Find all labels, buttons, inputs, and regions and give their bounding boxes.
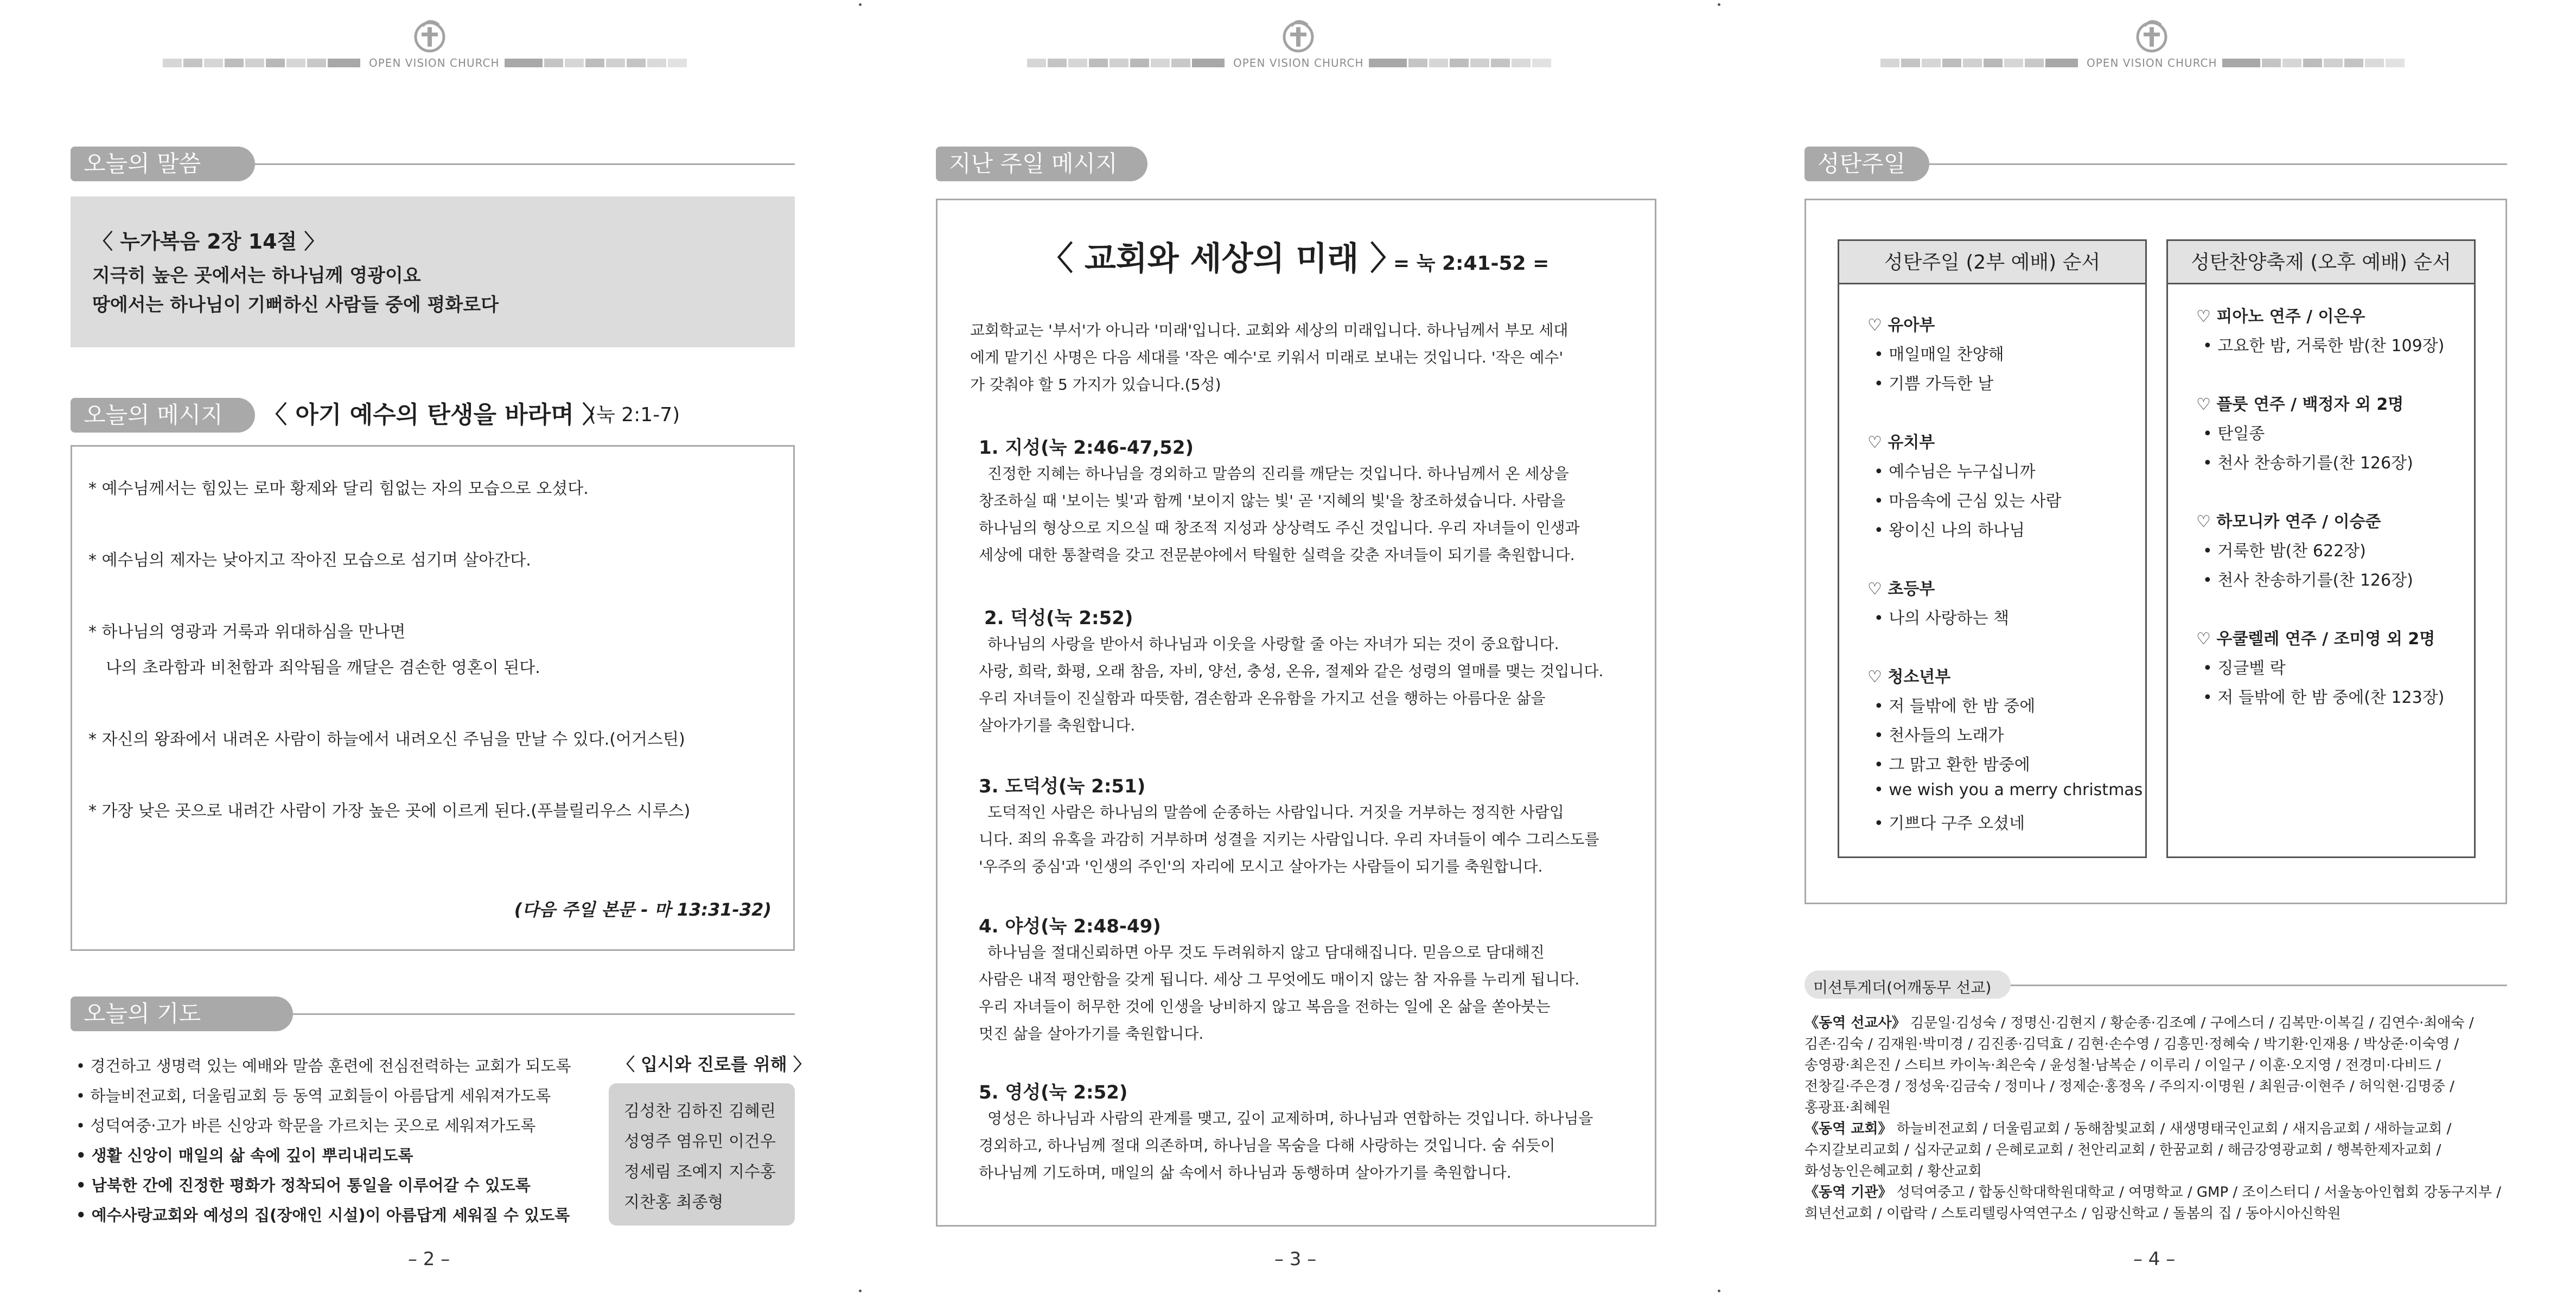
program-item: • 예수님은 누구십니까 — [1874, 462, 2036, 481]
point-line: 하나님을 절대신뢰하면 아무 것도 두려워하지 않고 담대해집니다. 믿음으로 담대해진 — [987, 943, 1545, 961]
word-title: 오늘의 말씀 — [71, 147, 255, 181]
prayer-item: • 생활 신앙이 매일의 삶 속에 깊이 뿌리내리도록 — [76, 1146, 413, 1165]
mission-text: 성덕여중고 / 합동신학대학원대학교 / 여명학교 / GMP / 조이스터디 / 서울농아인협회 강동구지부 / — [1892, 1184, 2501, 1201]
point-line: 멋진 삶을 살아가기를 축원합니다. — [979, 1025, 1204, 1043]
section-title — [71, 996, 795, 1031]
admission-names: 정세림 조예지 지수홍 — [624, 1163, 776, 1182]
point-line: 진정한 지혜는 하나님을 경외하고 말씀의 진리를 깨닫는 것입니다. 하나님께서 온 세상을 — [987, 465, 1569, 483]
program-item: • 마음속에 근심 있는 사람 — [1874, 492, 2062, 511]
afternoon-program-box — [2166, 239, 2476, 858]
prayer-item: • 남북한 간에 진정한 평화가 정착되어 통일을 이루어갈 수 있도록 — [76, 1176, 531, 1195]
point-line: 니다. 죄의 유혹을 과감히 거부하며 성결을 지키는 사람입니다. 우리 자녀들이 예수 그리스도를 — [979, 830, 1599, 848]
church-logo-icon — [2133, 16, 2171, 54]
prayer-item: • 경건하고 생명력 있는 예배와 말씀 훈련에 전심전력하는 교회가 되도록 — [76, 1057, 571, 1075]
mission-line: 김존·김숙 / 김재원·박미경 / 김진종·김덕효 / 김현·손수영 / 김흥민·정혜숙 / 박기환·인재용 / 박상준·이숙영 / — [1805, 1036, 2459, 1052]
word-reference: 〈 누가복음 2장 14절 〉 — [92, 230, 325, 253]
church-name: OPEN VISION CHURCH — [369, 56, 500, 69]
mission-line: 수지갈보리교회 / 십자군교회 / 은혜로교회 / 천안리교회 / 한꿈교회 / 해금강영광교회 / 행복한제자교회 / — [1805, 1142, 2441, 1158]
program-item: • 고요한 밤, 거룩한 밤(찬 109장) — [2203, 337, 2445, 356]
point-heading: 1. 지성(눅 2:46-47,52) — [979, 437, 1194, 459]
page-3 — [859, 0, 1718, 1295]
christmas-program-box — [1805, 199, 2507, 904]
mission-text: 김문일·김성숙 / 정명신·김현지 / 황순종·김조예 / 구에스더 / 김복만·이복길 / 김연수·최애숙 / — [1905, 1015, 2474, 1031]
program-item: • 나의 사랑하는 책 — [1874, 609, 2010, 628]
program-item: • 왕이신 나의 하나님 — [1874, 521, 2025, 540]
point-line: 우리 자녀들이 진실함과 따뜻함, 겸손함과 온유함을 가지고 선을 행하는 아름다운 삶을 — [979, 689, 1546, 707]
mission-title: 미션투게더(어깨동무 선교) — [1813, 979, 1992, 996]
mission-line — [1805, 1118, 2451, 1138]
message-box — [71, 445, 795, 951]
program-group: ♡ 유아부 — [1867, 316, 1935, 335]
intro-line: 교회학교는 '부서'가 아니라 '미래'입니다. 교회와 세상의 미래입니다. 하나님께서 부모 세대 — [970, 321, 1568, 339]
point-line: '우주의 중심'과 '인생의 주인'의 자리에 모시고 살아가는 사람들이 되기를 축원합니다. — [979, 858, 1543, 875]
program-item: • 탄일종 — [2203, 424, 2265, 443]
prayer-item: • 성덕여중·고가 바른 신앙과 학문을 가르치는 곳으로 세워져가도록 — [76, 1116, 536, 1135]
point-line: 경외하고, 하나님께 절대 의존하며, 하나님을 목숨을 다해 사랑하는 것입니다. 숨 쉬듯이 — [979, 1137, 1555, 1154]
message-subject: 〈 아기 예수의 탄생을 바라며 〉 — [263, 401, 607, 429]
program-group: ♡ 청소년부 — [1867, 668, 1951, 687]
program-item: • 그 맑고 환한 밤중에 — [1874, 756, 2030, 775]
admission-names: 김성찬 김하진 김혜린 — [624, 1102, 776, 1121]
point-line: 영성은 하나님과 사람의 관계를 맺고, 깊이 교제하며, 하나님과 연합하는 것입니다. 하나님을 — [987, 1109, 1593, 1127]
point-line: 도덕적인 사람은 하나님의 말씀에 순종하는 사람입니다. 거짓을 거부하는 정직한 사람입 — [987, 803, 1564, 821]
morning-program-header: 성탄주일 (2부 예배) 순서 — [1839, 241, 2145, 284]
program-item: • 저 들밖에 한 밤 중에 — [1874, 697, 2036, 716]
point-line: 세상에 대한 통찰력을 갖고 전문분야에서 탁월한 실력을 갖춘 자녀들이 되기를 축원합니다. — [979, 546, 1575, 564]
program-group: ♡ 플룻 연주 / 백정자 외 2명 — [2196, 395, 2404, 414]
mission-line: 송영광·최은진 / 스티브 카이녹·최은숙 / 윤성철·남복순 / 이루리 / 이일구 / 이훈·오지영 / 전경미·다비드 / — [1805, 1057, 2441, 1074]
section-title — [936, 147, 1147, 181]
church-logo-icon — [411, 16, 449, 54]
section-title-label: 성탄주일 — [1805, 147, 1929, 181]
program-item: • 저 들밖에 한 밤 중에(찬 123장) — [2203, 688, 2445, 707]
page-2 — [0, 0, 859, 1295]
program-group: ♡ 하모니카 연주 / 이승준 — [2196, 512, 2381, 531]
point-line: 창조하실 때 '보이는 빛'과 함께 '보이지 않는 빛' 곧 '지혜의 빛'을 창조하셨습니다. 사람을 — [979, 492, 1566, 510]
program-item: • 기쁨 가득한 날 — [1874, 374, 1994, 393]
point-line: 우리 자녀들이 허무한 것에 인생을 낭비하지 않고 복음을 전하는 일에 온 삶을 쏟아붓는 — [979, 998, 1551, 1015]
point-heading: 3. 도덕성(눅 2:51) — [979, 776, 1146, 797]
message-point: * 가장 낮은 곳으로 내려간 사람이 가장 높은 곳에 이르게 된다.(푸블릴리우스 시루스) — [88, 802, 691, 821]
word-line: 지극히 높은 곳에서는 하나님께 영광이요 — [92, 265, 421, 287]
church-name: OPEN VISION CHURCH — [2087, 56, 2217, 69]
prayer-title: 오늘의 기도 — [71, 996, 293, 1031]
morning-program-box — [1838, 239, 2147, 858]
next-sermon-reference: (다음 주일 본문 - 마 13:31-32) — [514, 899, 771, 920]
section-title — [71, 147, 795, 181]
sermon-title: 〈 교회와 세상의 미래 〉 — [1041, 240, 1403, 278]
program-item: • 징글벨 락 — [2203, 659, 2286, 678]
point-line: 하나님께 기도하며, 매일의 삶 속에서 하나님과 동행하며 살아가기를 축원합니다. — [979, 1164, 1512, 1182]
point-line: 사람은 내적 평안함을 갖게 됩니다. 세상 그 무엇에도 매이지 않는 참 자유를 누리게 됩니다. — [979, 970, 1580, 988]
program-group: ♡ 피아노 연주 / 이은우 — [2196, 307, 2365, 326]
program-group: ♡ 우쿨렐레 연주 / 조미영 외 2명 — [2196, 630, 2435, 649]
mission-label: 《동역 교회》 — [1805, 1121, 1892, 1137]
message-point: * 자신의 왕좌에서 내려온 사람이 하늘에서 내려오신 주님을 만날 수 있다.(어거스틴) — [88, 730, 685, 749]
mission-label: 《동역 선교사》 — [1805, 1015, 1906, 1031]
word-line: 땅에서는 하나님이 기뻐하신 사람들 중에 평화로다 — [92, 294, 499, 316]
program-item: • 매일매일 찬양해 — [1874, 345, 2004, 364]
program-item: • 천사들의 노래가 — [1874, 726, 2004, 745]
prayer-item: • 하늘비전교회, 더울림교회 등 동역 교회들이 아름답게 세워져가도록 — [76, 1087, 551, 1105]
section-title-label: 지난 주일 메시지 — [936, 147, 1147, 181]
sermon-reference: = 눅 2:41-52 = — [1393, 252, 1550, 275]
program-group: ♡ 유치부 — [1867, 433, 1935, 452]
admission-names: 성영주 염유민 이건우 — [624, 1132, 776, 1151]
program-item: • 천사 찬송하기를(찬 126장) — [2203, 454, 2413, 473]
page-4 — [1718, 0, 2576, 1295]
message-point: 나의 초라함과 비천함과 죄악됨을 깨달은 겸손한 영혼이 된다. — [106, 658, 540, 677]
program-item: • 거룩한 밤(찬 622장) — [2203, 542, 2366, 561]
sermon-box — [936, 199, 1656, 1227]
intro-line: 에게 맡기신 사명은 다음 세대를 '작은 예수'로 키워서 미래로 보내는 것입니다. '작은 예수' — [970, 348, 1564, 366]
mission-line: 홍광표·최혜원 — [1805, 1100, 1891, 1116]
section-title — [1805, 147, 2507, 181]
point-line: 하나님의 사랑을 받아서 하나님과 이웃을 사랑할 줄 아는 자녀가 되는 것이 중요합니다. — [987, 635, 1559, 653]
point-heading: 5. 영성(눅 2:52) — [979, 1082, 1128, 1103]
mission-line — [1805, 1181, 2501, 1201]
point-line: 살아가기를 축원합니다. — [979, 716, 1136, 734]
church-logo-icon — [1279, 16, 1317, 54]
mission-line: 전창길·주은경 / 정성욱·김금숙 / 정미나 / 정제순·홍정옥 / 주의지·이명원 / 최원금·이현주 / 허익현·김명중 / — [1805, 1078, 2454, 1095]
message-point: * 예수님의 제자는 낮아지고 작아진 모습으로 섬기며 살아간다. — [88, 551, 531, 570]
mission-line: 화성농인은혜교회 / 황산교회 — [1805, 1163, 1982, 1179]
program-group: ♡ 초등부 — [1867, 580, 1935, 599]
mission-label: 《동역 기관》 — [1805, 1184, 1892, 1201]
divider — [2011, 985, 2507, 986]
message-point: * 예수님께서는 힘있는 로마 황제와 달리 힘없는 자의 모습으로 오셨다. — [88, 479, 589, 498]
mission-line: 희년선교회 / 이랍락 / 스토리텔링사역연구소 / 임광신학교 / 돌봄의 집 / 동아시아신학원 — [1805, 1205, 2341, 1222]
admission-names: 지찬홍 최종형 — [624, 1193, 724, 1212]
message-title: 오늘의 메시지 — [71, 398, 255, 433]
mission-line — [1805, 1012, 2474, 1032]
church-name: OPEN VISION CHURCH — [1233, 56, 1364, 69]
word-box — [71, 196, 795, 347]
page-number: – 2 – — [408, 1248, 450, 1270]
page-number: – 4 – — [2133, 1248, 2176, 1270]
point-line: 하나님의 형상으로 지으실 때 창조적 지성과 상상력도 주신 것입니다. 우리 자녀들이 인생과 — [979, 519, 1580, 537]
message-point: * 하나님의 영광과 거룩과 위대하심을 만나면 — [88, 623, 406, 642]
intro-line: 가 갖춰야 할 5 가지가 있습니다.(5성) — [970, 376, 1221, 393]
afternoon-program-header: 성탄찬양축제 (오후 예배) 순서 — [2168, 241, 2474, 284]
point-heading: 2. 덕성(눅 2:52) — [984, 607, 1133, 629]
program-item: • 기쁘다 구주 오셨네 — [1874, 814, 2025, 833]
mission-text: 하늘비전교회 / 더울림교회 / 동해참빛교회 / 새생명태국인교회 / 새지음교회 / 새하늘교회 / — [1892, 1121, 2452, 1137]
mission-title-badge — [1805, 970, 2011, 999]
admission-title: 〈 입시와 진로를 위해 〉 — [617, 1054, 811, 1075]
point-heading: 4. 야성(눅 2:48-49) — [979, 916, 1161, 937]
prayer-item: • 예수사랑교회와 예성의 집(장애인 시설)이 아름답게 세워질 수 있도록 — [76, 1206, 570, 1224]
program-item: • we wish you a merry christmas — [1874, 780, 2143, 799]
program-item: • 천사 찬송하기를(찬 126장) — [2203, 571, 2413, 590]
page-number: – 3 – — [1274, 1248, 1317, 1270]
admission-names-box — [609, 1083, 795, 1226]
message-reference: (눅 2:1-7) — [589, 404, 680, 426]
point-line: 사랑, 희락, 화평, 오래 참음, 자비, 양선, 충성, 온유, 절제와 같은 성령의 열매를 맺는 것입니다. — [979, 662, 1604, 680]
